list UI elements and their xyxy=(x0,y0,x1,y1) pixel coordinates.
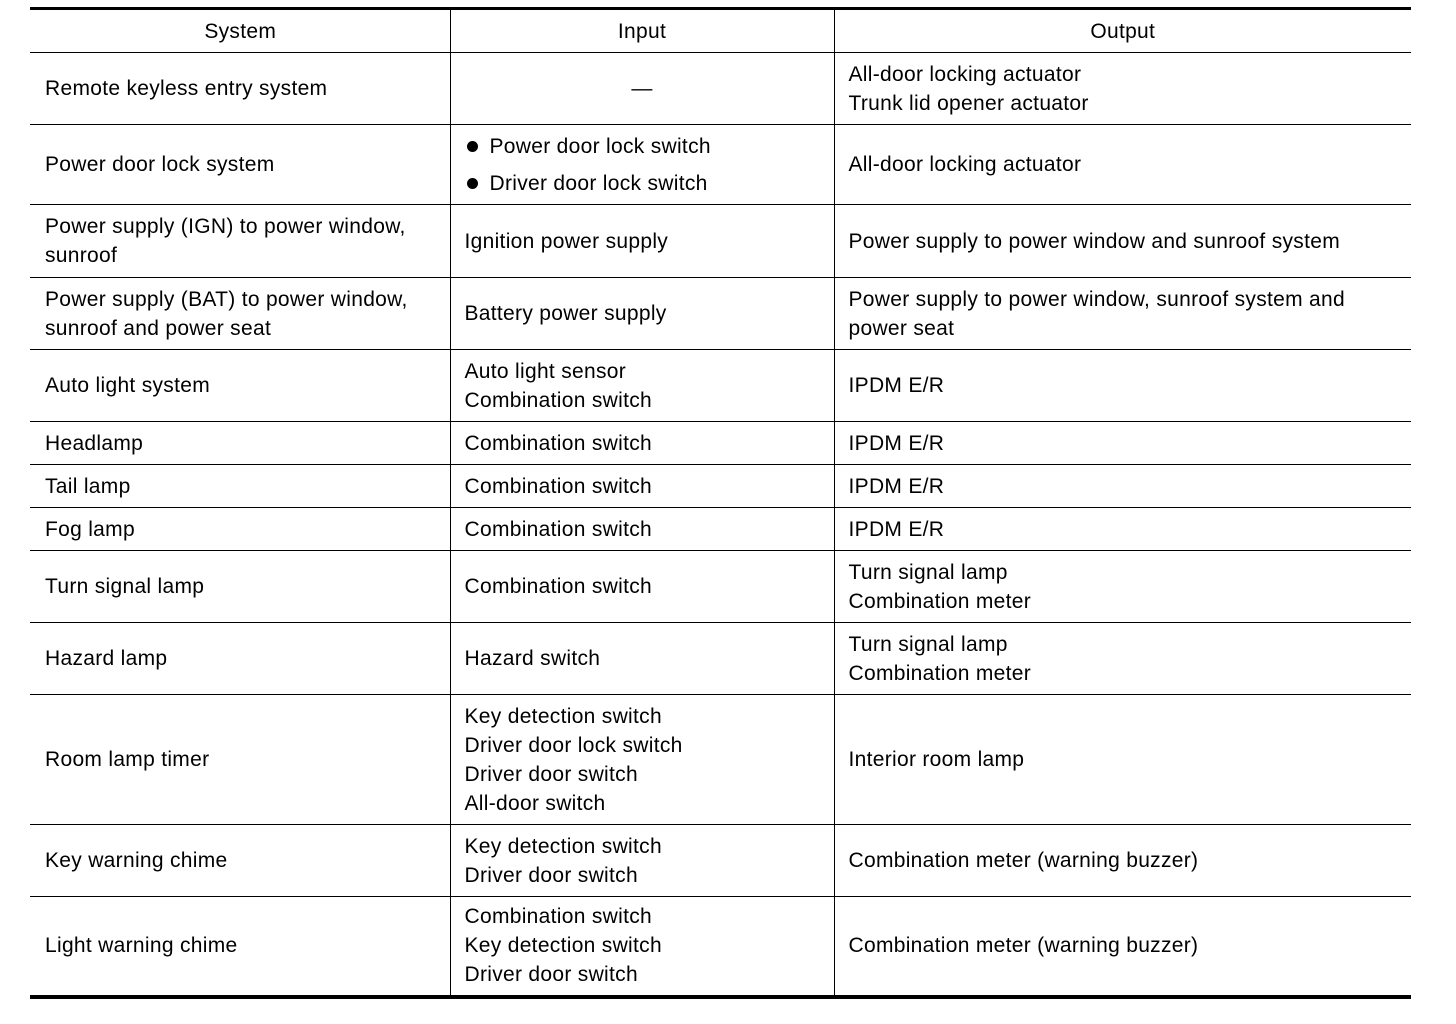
cell-text: power seat xyxy=(848,316,955,340)
header-system: System xyxy=(30,9,450,53)
bullet-icon xyxy=(467,178,478,189)
cell-text: Auto light system xyxy=(45,374,210,397)
cell-text: Power door lock switch xyxy=(489,134,711,158)
table-row xyxy=(30,465,1411,508)
input-cell xyxy=(450,623,834,695)
cell-text: Turn signal lamp xyxy=(848,560,1008,584)
cell-text: Hazard lamp xyxy=(45,647,168,670)
table-row xyxy=(30,125,1411,205)
cell-text: Combination meter (warning buzzer) xyxy=(848,849,1199,872)
table-row xyxy=(30,53,1411,125)
empty-dash: — xyxy=(631,77,653,100)
table-row xyxy=(30,623,1411,695)
table-body xyxy=(30,53,1411,997)
system-io-table xyxy=(30,7,1411,999)
output-cell xyxy=(834,825,1411,897)
cell-text: Fog lamp xyxy=(45,517,135,541)
cell-text: Tail lamp xyxy=(45,474,131,498)
system-cell xyxy=(30,465,450,508)
table-row xyxy=(30,551,1411,623)
cell-text: Turn signal lamp xyxy=(45,575,205,598)
table-row xyxy=(30,695,1411,825)
cell-text: Light warning chime xyxy=(45,934,238,958)
bullet-icon xyxy=(467,141,478,152)
system-cell xyxy=(30,897,450,997)
input-cell xyxy=(450,422,834,465)
system-cell xyxy=(30,508,450,551)
cell-text: Power supply (BAT) to power window, xyxy=(45,287,408,311)
cell-text: Power supply to power window, sunroof system and xyxy=(848,287,1345,311)
input-cell xyxy=(450,508,834,551)
cell-text: Combination switch xyxy=(464,905,652,929)
cell-text: Room lamp timer xyxy=(45,748,210,771)
output-cell xyxy=(834,695,1411,825)
cell-text: Combination meter xyxy=(848,589,1032,613)
output-cell xyxy=(834,551,1411,623)
output-cell xyxy=(834,350,1411,422)
cell-text: Key warning chime xyxy=(45,849,228,872)
input-cell xyxy=(450,278,834,350)
bullet-item xyxy=(465,165,820,202)
input-cell xyxy=(450,825,834,897)
input-cell xyxy=(450,125,834,205)
table-row xyxy=(30,825,1411,897)
system-cell xyxy=(30,623,450,695)
system-cell xyxy=(30,825,450,897)
cell-text: All-door locking actuator xyxy=(848,62,1082,86)
cell-text: IPDM E/R xyxy=(848,374,945,397)
system-cell xyxy=(30,695,450,825)
cell-text: Driver door lock switch xyxy=(464,733,683,757)
system-cell xyxy=(30,278,450,350)
cell-text: Key detection switch xyxy=(464,934,662,958)
system-cell xyxy=(30,53,450,125)
header-input: Input xyxy=(450,9,834,53)
cell-text: sunroof xyxy=(45,244,118,267)
input-cell xyxy=(450,205,834,278)
output-cell xyxy=(834,422,1411,465)
cell-text: Power supply (IGN) to power window, xyxy=(45,215,406,238)
output-cell xyxy=(834,125,1411,205)
table-row xyxy=(30,897,1411,997)
output-cell xyxy=(834,205,1411,278)
table-row xyxy=(30,205,1411,278)
system-cell xyxy=(30,205,450,278)
cell-text: Combination switch xyxy=(464,431,652,455)
output-cell xyxy=(834,508,1411,551)
cell-text: Turn signal lamp xyxy=(848,632,1008,656)
input-cell xyxy=(450,897,834,997)
output-cell xyxy=(834,897,1411,997)
bullet-item xyxy=(465,128,820,165)
cell-text: Combination switch xyxy=(464,388,652,412)
output-cell xyxy=(834,623,1411,695)
cell-text: IPDM E/R xyxy=(848,474,945,498)
table-row xyxy=(30,508,1411,551)
table-row xyxy=(30,422,1411,465)
table-row xyxy=(30,278,1411,350)
cell-text: Hazard switch xyxy=(464,647,601,670)
cell-text: Battery power supply xyxy=(464,302,667,325)
output-cell xyxy=(834,278,1411,350)
cell-text: All-door switch xyxy=(464,791,606,815)
cell-text: Combination switch xyxy=(464,575,652,598)
cell-text: Driver door switch xyxy=(464,762,638,786)
system-cell xyxy=(30,350,450,422)
cell-text: sunroof and power seat xyxy=(45,316,272,340)
system-cell xyxy=(30,422,450,465)
input-cell xyxy=(450,53,834,125)
header-output: Output xyxy=(834,9,1411,53)
cell-text: Remote keyless entry system xyxy=(45,77,328,100)
cell-text: IPDM E/R xyxy=(848,431,945,455)
table-row xyxy=(30,350,1411,422)
cell-text: Power supply to power window and sunroof system xyxy=(848,229,1341,253)
cell-text: Key detection switch xyxy=(464,834,662,858)
output-cell xyxy=(834,465,1411,508)
cell-text: IPDM E/R xyxy=(848,517,945,541)
system-cell xyxy=(30,125,450,205)
cell-text: Combination meter (warning buzzer) xyxy=(848,934,1199,958)
input-cell xyxy=(450,551,834,623)
cell-text: Interior room lamp xyxy=(848,748,1025,771)
header-row xyxy=(30,9,1411,53)
cell-text: Ignition power supply xyxy=(464,229,669,253)
cell-text: Driver door switch xyxy=(464,863,638,887)
cell-text: Power door lock system xyxy=(45,153,275,176)
cell-text: Driver door lock switch xyxy=(489,171,708,195)
table-header xyxy=(30,9,1411,53)
cell-text: Combination switch xyxy=(464,474,652,498)
input-cell xyxy=(450,695,834,825)
cell-text: Auto light sensor xyxy=(464,359,627,383)
output-cell xyxy=(834,53,1411,125)
cell-text: Trunk lid opener actuator xyxy=(848,91,1089,115)
cell-text: Combination switch xyxy=(464,517,652,541)
input-cell xyxy=(450,350,834,422)
cell-text: Key detection switch xyxy=(464,704,662,728)
cell-text: Driver door switch xyxy=(464,963,638,987)
cell-text: All-door locking actuator xyxy=(848,153,1082,176)
input-cell xyxy=(450,465,834,508)
cell-text: Headlamp xyxy=(45,431,144,455)
cell-text: Combination meter xyxy=(848,661,1032,685)
system-cell xyxy=(30,551,450,623)
